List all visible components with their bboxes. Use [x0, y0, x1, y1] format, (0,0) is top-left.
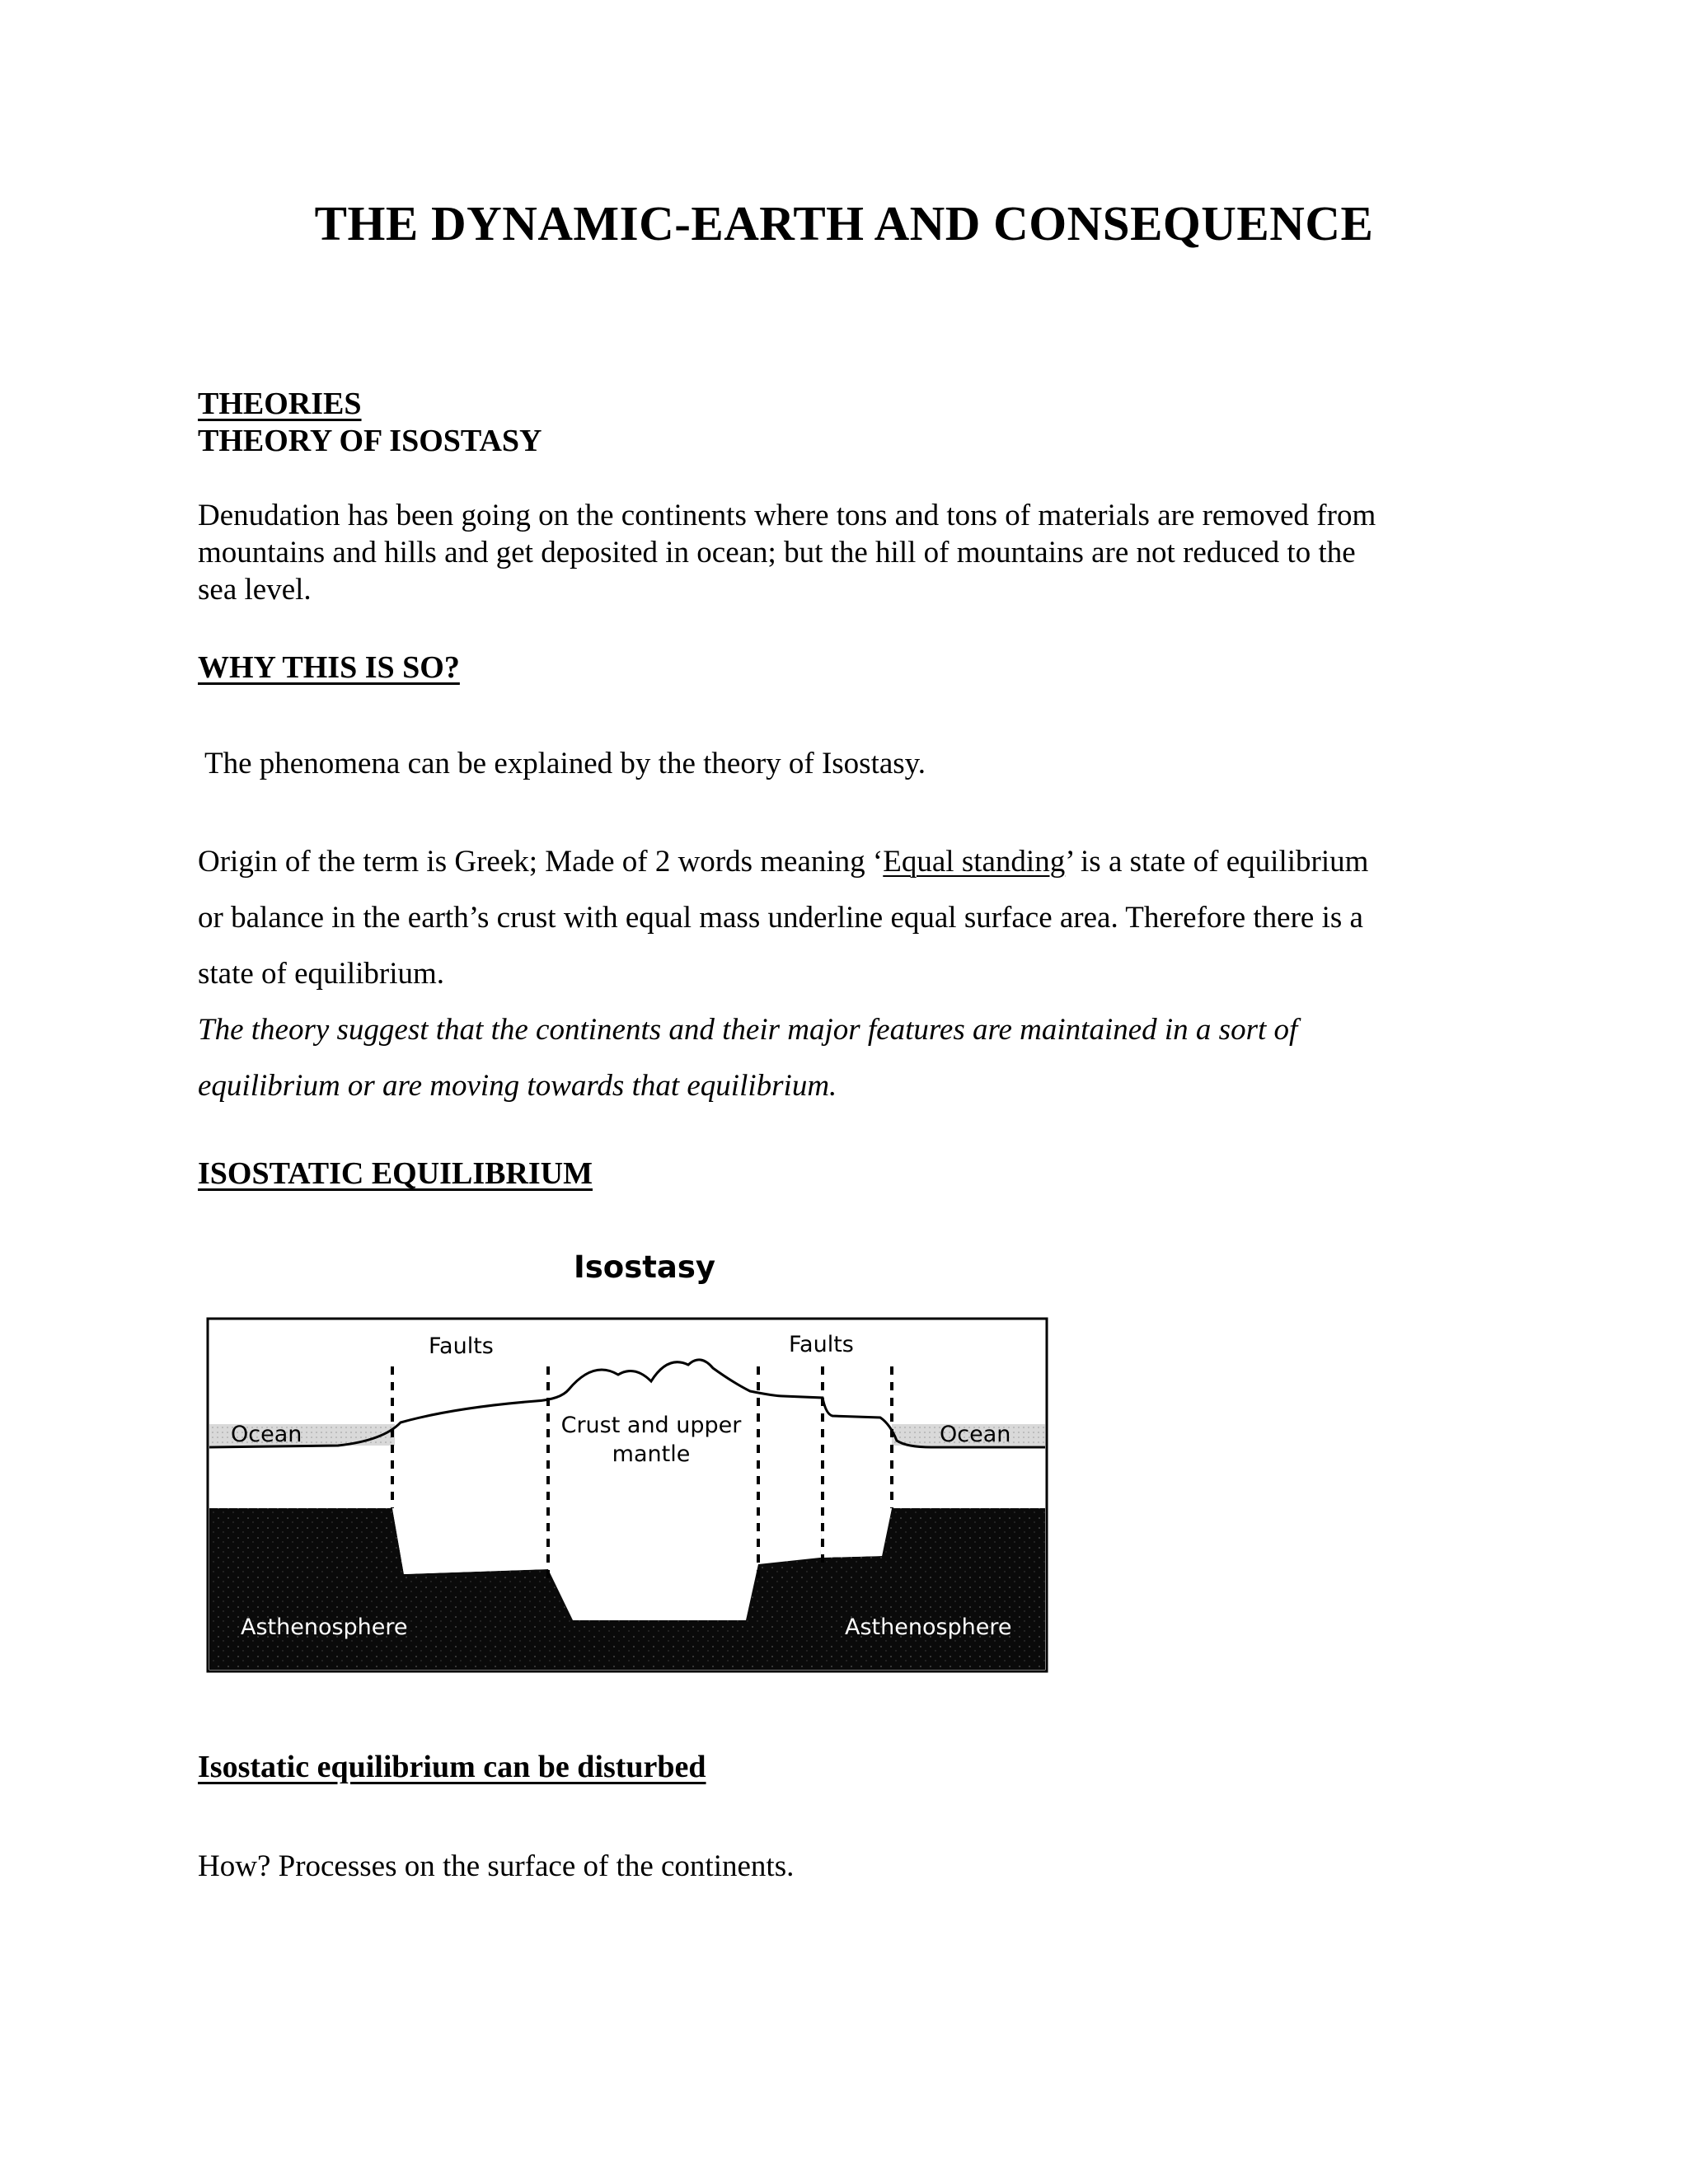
- isostatic-equilibrium-heading: ISOSTATIC EQUILIBRIUM: [198, 1156, 593, 1191]
- intro-line: sea level.: [198, 573, 312, 607]
- figure-title: Isostasy: [574, 1249, 716, 1285]
- disturbed-heading: Isostatic equilibrium can be disturbed: [198, 1750, 706, 1784]
- theory-italic-line: equilibrium or are moving towards that equilibrium.: [198, 1069, 837, 1103]
- how-text: How? Processes on the surface of the continents.: [198, 1849, 795, 1883]
- origin-paragraph: [198, 834, 1459, 1114]
- intro-line: Denudation has been going on the continents where tons and tons of materials are removed from: [198, 499, 1376, 532]
- origin-line: [198, 834, 1459, 890]
- asthenosphere-label-left: Asthenosphere: [241, 1615, 408, 1640]
- section-heading-isostasy: THEORY OF ISOSTASY: [198, 424, 542, 458]
- asthenosphere-label-right: Asthenosphere: [845, 1615, 1012, 1640]
- crust-block-right: [758, 1508, 823, 1564]
- isostasy-diagram: [206, 1317, 1048, 1673]
- section-heading-theories: THEORIES: [198, 387, 362, 421]
- origin-text: Origin of the term is Greek; Made of 2 words meaning ‘: [198, 845, 884, 879]
- equal-standing-term: Equal standing: [883, 845, 1066, 879]
- ocean-label-left: Ocean: [231, 1422, 302, 1447]
- why-heading: WHY THIS IS SO?: [198, 650, 460, 685]
- crust-block-left: [392, 1508, 548, 1574]
- crust-label-line2: mantle: [612, 1441, 691, 1467]
- crust-block-center: [548, 1508, 758, 1620]
- document-title: THE DYNAMIC-EARTH AND CONSEQUENCE: [314, 196, 1374, 251]
- intro-line: mountains and hills and get deposited in ocean; but the hill of mountains are not reduced to the: [198, 536, 1356, 569]
- intro-paragraph: [198, 497, 1459, 608]
- faults-label-left: Faults: [429, 1333, 494, 1359]
- crust-block-far-right: [820, 1508, 892, 1558]
- ocean-label-right: Ocean: [940, 1422, 1011, 1447]
- theory-italic-line: The theory suggest that the continents and their major features are maintained in a sort of: [198, 1013, 1298, 1047]
- origin-text: ’ is a state of equilibrium: [1065, 845, 1369, 879]
- crust-label-line1: Crust and upper: [560, 1413, 742, 1438]
- explanation-text: The phenomena can be explained by the theory of Isostasy.: [204, 747, 926, 780]
- origin-line: state of equilibrium.: [198, 957, 445, 991]
- faults-label-right: Faults: [789, 1332, 854, 1357]
- origin-line: or balance in the earth’s crust with equal mass underline equal surface area. Therefore there is a: [198, 901, 1363, 935]
